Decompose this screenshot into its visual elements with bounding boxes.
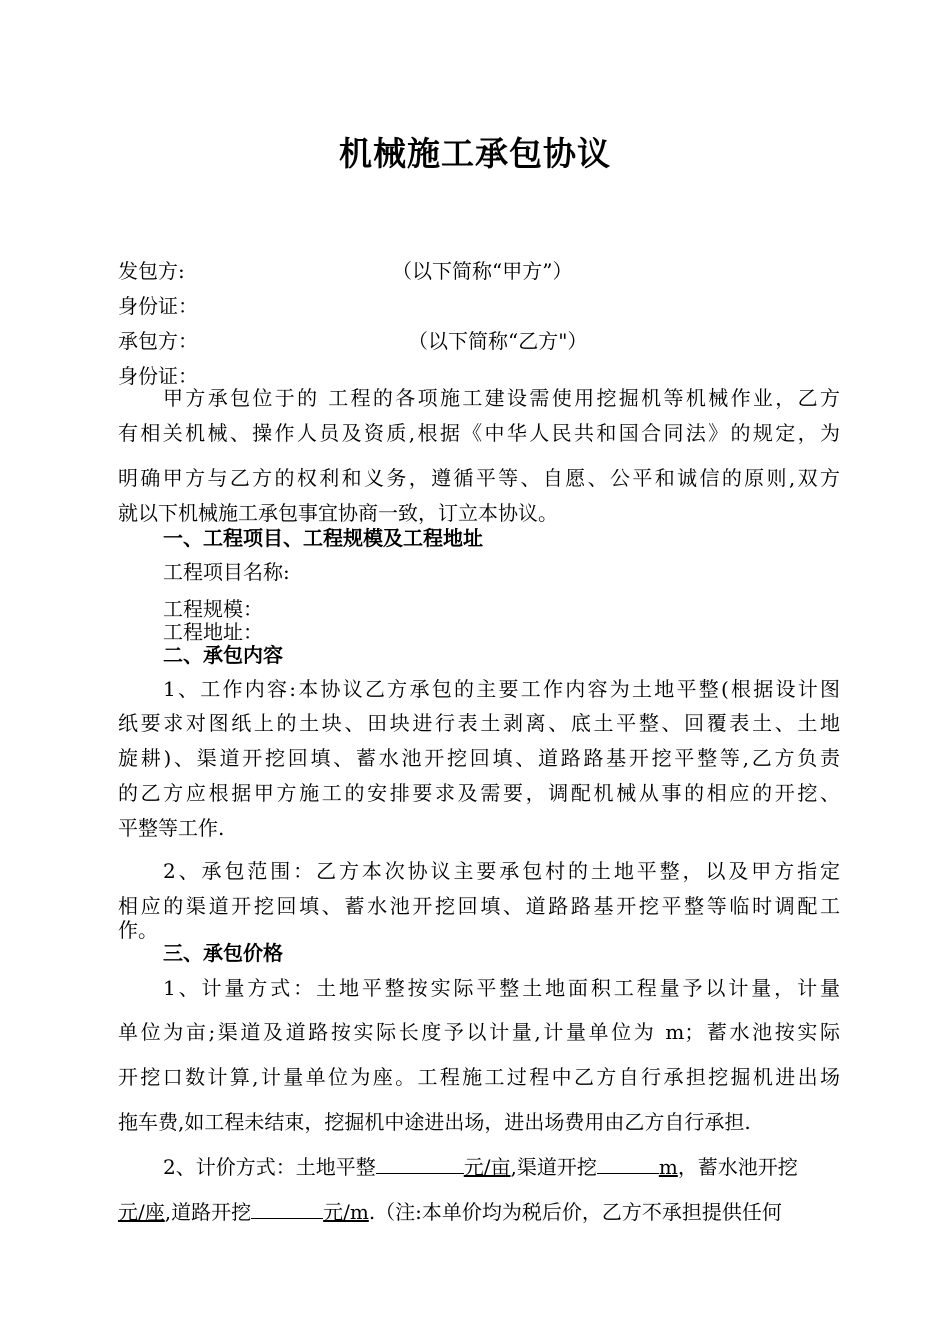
metering-line-2: 单位为亩;渠道及道路按实际长度予以计量,计量单位为 m；蓄水池按实际 — [118, 1020, 840, 1044]
land-price-unit: 元/亩 — [463, 1155, 511, 1179]
intro-line-1: 甲方承包位于的 工程的各项施工建设需使用挖掘机等机械作业，乙方 — [163, 386, 840, 410]
pricing-text-e: ，蓄水池开挖 — [677, 1155, 798, 1179]
pricing-text-g: ,道路开挖 — [164, 1200, 252, 1224]
project-address-label: 工程地址： — [163, 620, 263, 644]
employer-id-label: 身份证： — [118, 294, 198, 318]
pricing-text-a: 2、计价方式：土地平整 — [163, 1155, 376, 1179]
scope-line-2: 相应的渠道开挖回填、蓄水池开挖回填、道路路基开挖平整等临时调配工 — [118, 894, 840, 918]
scope-line-3: 作。 — [118, 918, 158, 942]
work-content-line-3: 旋耕)、渠道开挖回填、蓄水池开挖回填、道路路基开挖平整等,乙方负责 — [118, 746, 840, 770]
scope-line-1: 2、承包范围：乙方本次协议主要承包村的土地平整，以及甲方指定 — [163, 859, 840, 883]
project-name-label: 工程项目名称: — [163, 560, 290, 584]
section-3-heading: 三、承包价格 — [163, 941, 283, 965]
pricing-line-2 — [118, 1196, 782, 1225]
project-scale-label: 工程规模： — [163, 597, 263, 621]
intro-line-4: 就以下机械施工承包事宜协商一致，订立本协议。 — [118, 501, 558, 525]
section-2-heading: 二、承包内容 — [163, 643, 283, 667]
work-content-line-4: 的乙方应根据甲方施工的安排要求及需要，调配机械从事的相应的开挖、 — [118, 781, 840, 805]
employer-label: 发包方: — [118, 259, 185, 283]
land-price-blank — [376, 1155, 464, 1174]
contractor-alias: （以下简称“乙方"） — [408, 329, 588, 353]
metering-line-4: 拖车费,如工程未结束，挖掘机中途进出场，进出场费用由乙方自行承担. — [118, 1110, 751, 1134]
metering-line-3: 开挖口数计算,计量单位为座。工程施工过程中乙方自行承担挖掘机进出场 — [118, 1065, 840, 1089]
employer-alias: （以下简称“甲方”） — [392, 259, 573, 283]
contractor-id-label: 身份证： — [118, 364, 198, 388]
work-content-line-1: 1、工作内容:本协议乙方承包的主要工作内容为土地平整(根据设计图 — [163, 677, 840, 701]
contractor-label: 承包方： — [118, 329, 198, 353]
section-1-heading: 一、工程项目、工程规模及工程地址 — [163, 526, 483, 550]
work-content-line-5: 平整等工作. — [118, 816, 225, 840]
pool-price-unit: 元/座 — [118, 1200, 165, 1224]
intro-line-3: 明确甲方与乙方的权利和义务，遵循平等、自愿、公平和诚信的原则,双方 — [118, 466, 840, 490]
document-title: 机械施工承包协议 — [339, 134, 611, 173]
canal-price-blank — [597, 1155, 659, 1174]
road-price-unit: 元/m — [323, 1200, 369, 1224]
pricing-text-i: .（注:本单价均为税后价，乙方不承担提供任何 — [368, 1200, 782, 1224]
road-price-blank — [251, 1200, 323, 1219]
pricing-text-c: ,渠道开挖 — [510, 1155, 597, 1179]
work-content-line-2: 纸要求对图纸上的土块、田块进行表土剥离、底土平整、回覆表土、土地 — [118, 711, 840, 735]
pricing-line-1 — [163, 1151, 798, 1180]
metering-line-1: 1、计量方式：土地平整按实际平整土地面积工程量予以计量，计量 — [163, 976, 840, 1000]
intro-line-2: 有相关机械、操作人员及资质,根据《中华人民共和国合同法》的规定，为 — [118, 421, 840, 445]
canal-price-unit: m — [658, 1155, 678, 1179]
